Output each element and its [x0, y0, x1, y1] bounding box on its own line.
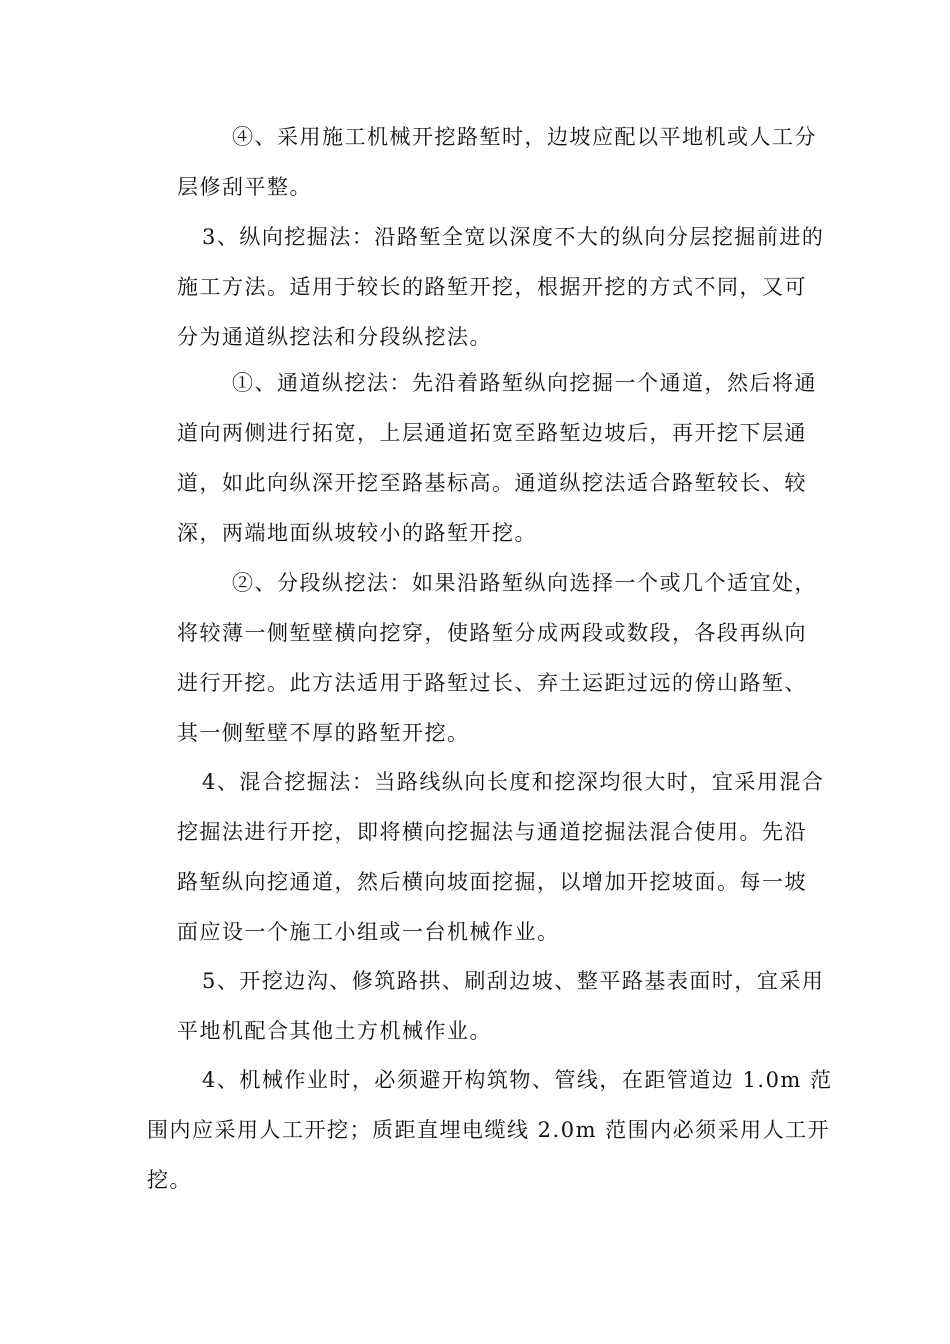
paragraph-section-5 — [177, 956, 825, 1056]
paragraph-line: 挖掘法进行开挖，即将横向挖掘法与通道挖掘法混合使用。先沿 — [177, 820, 807, 844]
paragraph-line: 道向两侧进行拓宽，上层通道拓宽至路堑边坡后，再开挖下层通 — [177, 421, 807, 445]
paragraph-section-4 — [177, 757, 825, 957]
paragraph-line: 4、机械作业时，必须避开构筑物、管线，在距管道边 1.0m 范 — [202, 1068, 833, 1092]
paragraph-line: 路堑纵向挖通道，然后横向坡面挖掘，以增加开挖坡面。每一坡 — [177, 870, 807, 894]
paragraph-line: 层修刮平整。 — [177, 175, 312, 199]
paragraph-line: 5、开挖边沟、修筑路拱、刷刮边坡、整平路基表面时，宜采用 — [202, 969, 825, 993]
paragraph-line: 围内应采用人工开挖；质距直埋电缆线 2.0m 范围内必须采用人工开 — [147, 1118, 831, 1142]
paragraph-line: 面应设一个施工小组或一台机械作业。 — [177, 920, 560, 944]
paragraph-item-2 — [177, 558, 817, 758]
paragraph-line: 道，如此向纵深开挖至路基标高。通道纵挖法适合路堑较长、较 — [177, 471, 807, 495]
paragraph-line: ④、采用施工机械开挖路堑时，边坡应配以平地机或人工分 — [232, 125, 817, 149]
paragraph-line: 挖。 — [147, 1168, 192, 1192]
paragraph-section-3 — [177, 212, 825, 362]
paragraph-line: 其一侧堑壁不厚的路堑开挖。 — [177, 721, 470, 745]
paragraph-line: 深，两端地面纵坡较小的路堑开挖。 — [177, 521, 537, 545]
paragraph-item-4 — [177, 112, 817, 212]
paragraph-line: 分为通道纵挖法和分段纵挖法。 — [177, 325, 492, 349]
paragraph-line: 将较薄一侧堑壁横向挖穿，使路堑分成两段或数段，各段再纵向 — [177, 621, 807, 645]
paragraph-line: 平地机配合其他土方机械作业。 — [177, 1019, 492, 1043]
paragraph-line: 施工方法。适用于较长的路堑开挖，根据开挖的方式不同，又可 — [177, 275, 807, 299]
paragraph-line: 进行开挖。此方法适用于路堑过长、弃土运距过远的傍山路堑、 — [177, 671, 807, 695]
paragraph-line: ①、通道纵挖法：先沿着路堑纵向挖掘一个通道，然后将通 — [232, 371, 817, 395]
paragraph-line: 3、纵向挖掘法：沿路堑全宽以深度不大的纵向分层挖掘前进的 — [202, 225, 825, 249]
paragraph-machine-operation — [147, 1055, 833, 1205]
paragraph-item-1 — [177, 358, 817, 558]
paragraph-line: ②、分段纵挖法：如果沿路堑纵向选择一个或几个适宜处， — [232, 571, 817, 595]
paragraph-line: 4、混合挖掘法：当路线纵向长度和挖深均很大时，宜采用混合 — [202, 770, 825, 794]
